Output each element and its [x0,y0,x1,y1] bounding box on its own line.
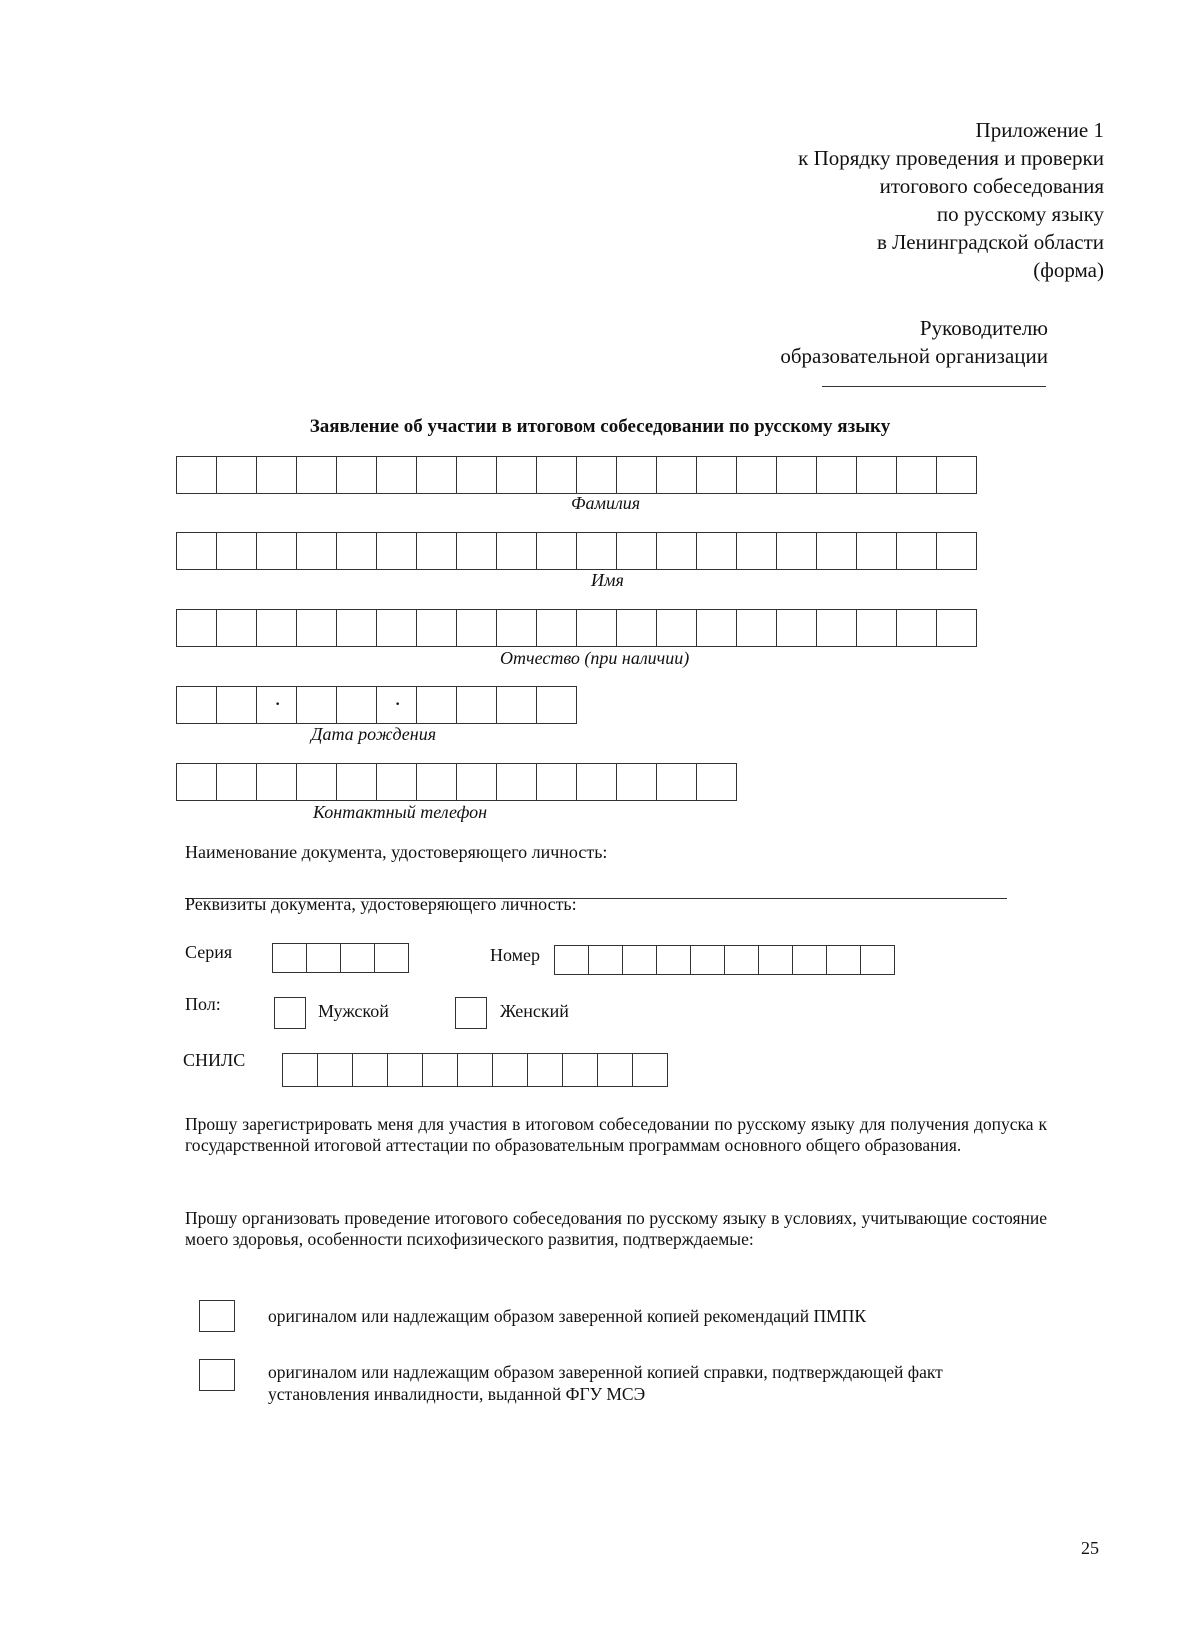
addressee-line-head: Руководителю [919,316,1048,340]
phone-input-grid[interactable] [176,763,737,801]
number-label: Номер [490,945,541,965]
patronymic-input-grid[interactable] [176,609,977,647]
form-title: Заявление об участии в итоговом собеседовании по русскому языку [309,416,891,437]
number-input-grid[interactable] [554,945,895,975]
id-document-details-label: Реквизиты документа, удостоверяющего личность: [185,894,577,914]
surname-caption: Фамилия [571,493,641,513]
surname-input-grid[interactable] [176,456,977,494]
birthdate-input-grid[interactable] [176,686,577,724]
phone-caption: Контактный телефон [313,802,488,822]
addressee-line-org: образовательной организации [780,344,1048,368]
pmpk-recommendation-checkbox[interactable] [199,1300,235,1332]
birthdate-caption: Дата рождения [311,724,437,744]
appendix-title: Приложение 1 [975,118,1104,142]
gender-label: Пол: [185,994,221,1014]
gender-female-checkbox[interactable] [455,997,487,1029]
name-input-grid[interactable] [176,532,977,570]
appendix-line-form: (форма) [1033,258,1104,282]
registration-request-paragraph: Прошу зарегистрировать меня для участия в итоговом собеседовании по русскому языку для получения допуска к государственной итоговой аттестации по образовательным программам основного общего образования. [185,1114,1047,1155]
disability-certificate-checkbox[interactable] [199,1359,235,1391]
appendix-line-interview: итогового собеседования [879,174,1104,198]
conditions-request-paragraph: Прошу организовать проведение итогового собеседования по русскому языку в условиях, учитывающие состояние моего здоровья, особенности психофизического развития, подтверждаемые: [185,1208,1047,1249]
appendix-line-procedure: к Порядку проведения и проверки [798,146,1104,170]
id-document-name-label: Наименование документа, удостоверяющего личность: [185,842,608,862]
name-caption: Имя [591,570,624,590]
appendix-line-region: в Ленинградской области [876,230,1104,254]
patronymic-caption: Отчество (при наличии) [500,648,690,668]
gender-female-label: Женский [500,1001,569,1021]
addressee-signature-line[interactable] [822,386,1046,387]
page-number: 25 [1081,1538,1099,1558]
snils-label: СНИЛС [183,1050,246,1070]
snils-input-grid[interactable] [282,1053,668,1087]
gender-male-label: Мужской [318,1001,389,1021]
series-label: Серия [185,942,233,962]
series-input-grid[interactable] [272,943,409,973]
disability-certificate-label: оригиналом или надлежащим образом заверенной копией справки, подтверждающей факт установления инвалидности, выданной ФГУ МСЭ [268,1362,943,1404]
appendix-line-language: по русскому языку [936,202,1104,226]
pmpk-recommendation-label: оригиналом или надлежащим образом заверенной копией рекомендаций ПМПК [268,1306,867,1326]
gender-male-checkbox[interactable] [274,997,306,1029]
